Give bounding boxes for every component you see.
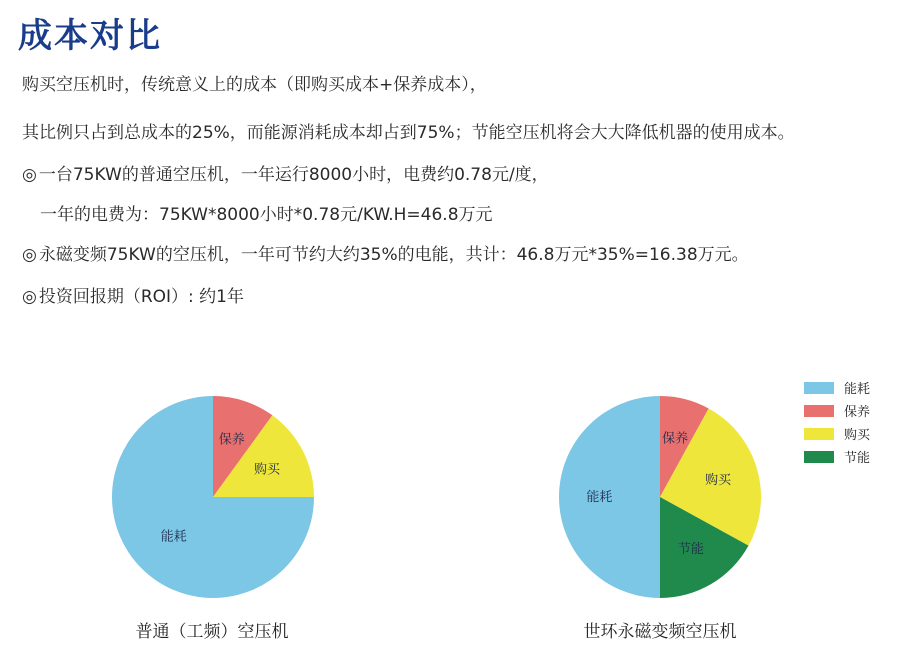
bullet-icon: ◎ — [22, 165, 37, 185]
legend — [804, 376, 870, 468]
pie-slice-label: 购买 — [705, 473, 732, 489]
legend-item-maintenance — [804, 399, 870, 422]
pie-slice-label: 能耗 — [160, 529, 187, 545]
chart-caption-standard: 普通（工频）空压机 — [135, 622, 289, 642]
legend-label: 能耗 — [844, 382, 871, 397]
paragraph-text: 永磁变频75KW的空压机，一年可节约大约35%的电能，共计：46.8万元*35%=16.38万元。 — [38, 245, 749, 265]
pie-slice-label: 能耗 — [586, 490, 613, 505]
paragraph-text: 一台75KW的普通空压机，一年运行8000小时，电费约0.78元/度， — [38, 165, 549, 185]
pie-chart-permanent-magnet — [559, 396, 761, 598]
pie-slice-label: 节能 — [677, 542, 704, 558]
pie-chart-standard — [112, 396, 314, 598]
paragraph-text: 其比例只占到总成本的25%，而能源消耗成本却占到75%；节能空压机将会大大降低机器的使用成本。 — [22, 123, 795, 143]
legend-swatch — [804, 451, 834, 463]
page-title: 成本对比 — [18, 16, 162, 56]
bullet-icon: ◎ — [22, 245, 37, 265]
legend-swatch — [804, 428, 834, 440]
legend-label: 购买 — [844, 428, 871, 443]
legend-label: 保养 — [844, 405, 871, 420]
legend-swatch — [804, 405, 834, 417]
legend-item-purchase — [804, 422, 870, 445]
paragraph-text: 投资回报期（ROI）: 约1年 — [38, 287, 244, 307]
bullet-icon: ◎ — [22, 287, 37, 307]
pie-slice-label: 保养 — [218, 432, 245, 448]
pie-slice-label: 保养 — [662, 431, 689, 447]
chart-caption-permanent-magnet: 世环永磁变频空压机 — [583, 622, 737, 642]
paragraph-text: 一年的电费为：75KW*8000小时*0.78元/KW.H=46.8万元 — [40, 205, 493, 225]
legend-item-saving — [804, 445, 870, 468]
legend-item-energy — [804, 376, 870, 399]
legend-swatch — [804, 382, 834, 394]
legend-label: 节能 — [844, 451, 871, 466]
paragraph-text: 购买空压机时，传统意义上的成本（即购买成本+保养成本）， — [22, 75, 487, 95]
pie-slice-label: 购买 — [253, 462, 281, 478]
